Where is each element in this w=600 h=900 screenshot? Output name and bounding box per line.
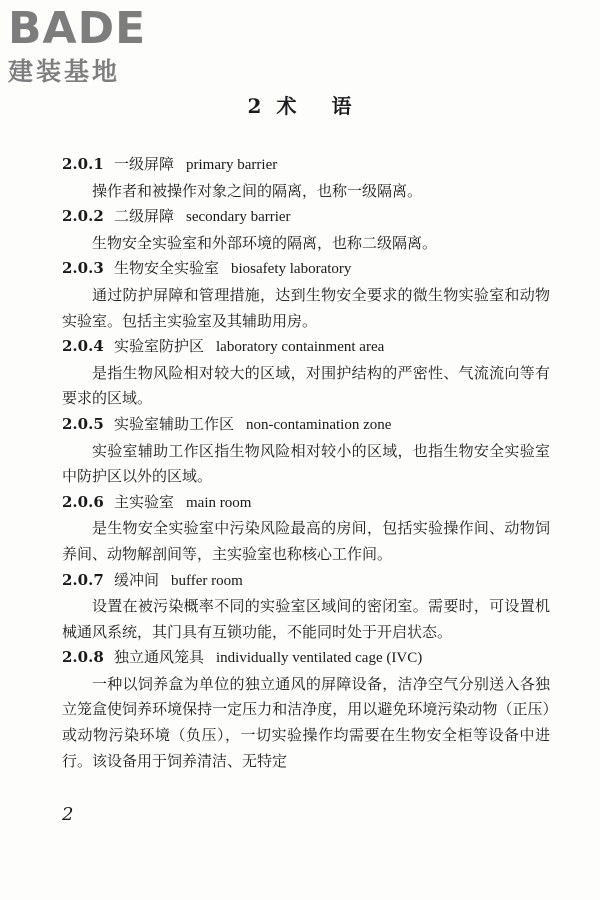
term-entry [62,645,550,774]
term-entry [62,256,550,334]
term-heading [62,645,550,672]
term-chinese: 一级屏障 [114,155,175,173]
watermark-brand: BADE [8,3,147,54]
term-entry [62,152,550,204]
term-heading [62,334,550,361]
term-chinese: 缓冲间 [114,570,160,589]
term-definition: 一种以饲养盒为单位的独立通风的屏障设备，洁净空气分别送入各独立笼盒使饲养环境保持一定压力和洁净度，用以避免环境污染动物（正压）或动物污染环境（负压），一切实验操作均需要在生物安全柜等设备中进行。该设备用于饲养清洁、无特定 [62,674,550,770]
page-number: 2 [62,804,74,825]
term-definition: 操作者和被操作对象之间的隔离，也称一级隔离。 [92,181,423,200]
term-entry [62,490,550,568]
term-entry [62,334,550,412]
term-english: secondary barrier [186,209,291,226]
term-english: laboratory containment area [216,339,385,356]
term-chinese: 生物安全实验室 [114,259,220,278]
term-english: buffer room [171,572,243,589]
chapter-number: 2 [247,94,263,118]
term-entry [62,204,550,256]
term-english: main room [186,494,252,511]
term-number: 2.0.3 [62,259,104,278]
watermark-subtitle: 建装基地 [8,57,121,86]
term-number: 2.0.5 [62,414,104,433]
term-heading [62,412,550,439]
watermark-logo [8,4,178,88]
term-heading [62,256,550,283]
term-number: 2.0.8 [62,648,104,667]
term-english: primary barrier [186,157,278,173]
term-definition: 设置在被污染概率不同的实验室区域间的密闭室。需要时，可设置机械通风系统，其门具有互锁功能，不能同时处于开启状态。 [62,597,550,641]
term-heading [62,568,550,595]
term-number: 2.0.6 [62,492,104,511]
term-number: 2.0.1 [62,155,104,173]
term-definition: 是生物安全实验室中污染风险最高的房间，包括实验操作间、动物饲养间、动物解剖间等，主实验室也称核心工作间。 [62,519,550,563]
term-heading [62,152,550,179]
term-definition: 实验室辅助工作区指生物风险相对较小的区域，也指生物安全实验室中防护区以外的区域。 [62,441,550,486]
term-english: individually ventilated cage (IVC) [216,650,423,667]
term-number: 2.0.4 [62,337,104,356]
chapter-title [0,90,600,119]
chapter-title-part2: 语 [331,94,353,118]
terms-list [62,152,550,774]
term-chinese: 主实验室 [114,492,175,511]
term-chinese: 实验室辅助工作区 [114,414,235,433]
term-english: non-contamination zone [246,416,392,433]
term-definition: 生物安全实验室和外部环境的隔离，也称二级隔离。 [92,233,438,252]
term-chinese: 独立通风笼具 [114,648,205,667]
term-heading [62,490,550,517]
term-definition: 通过防护屏障和管理措施，达到生物安全要求的微生物实验室和动物实验室。包括主实验室及其辅助用房。 [62,285,550,330]
term-entry [62,568,550,646]
term-number: 2.0.2 [62,207,104,226]
term-chinese: 实验室防护区 [114,337,205,356]
term-heading [62,204,550,231]
term-number: 2.0.7 [62,570,104,589]
term-english: biosafety laboratory [231,261,352,278]
term-chinese: 二级屏障 [114,207,175,226]
term-entry [62,412,550,490]
term-definition: 是指生物风险相对较大的区域，对围护结构的严密性、气流流向等有要求的区域。 [62,363,550,408]
chapter-title-part1: 术 [276,94,298,118]
